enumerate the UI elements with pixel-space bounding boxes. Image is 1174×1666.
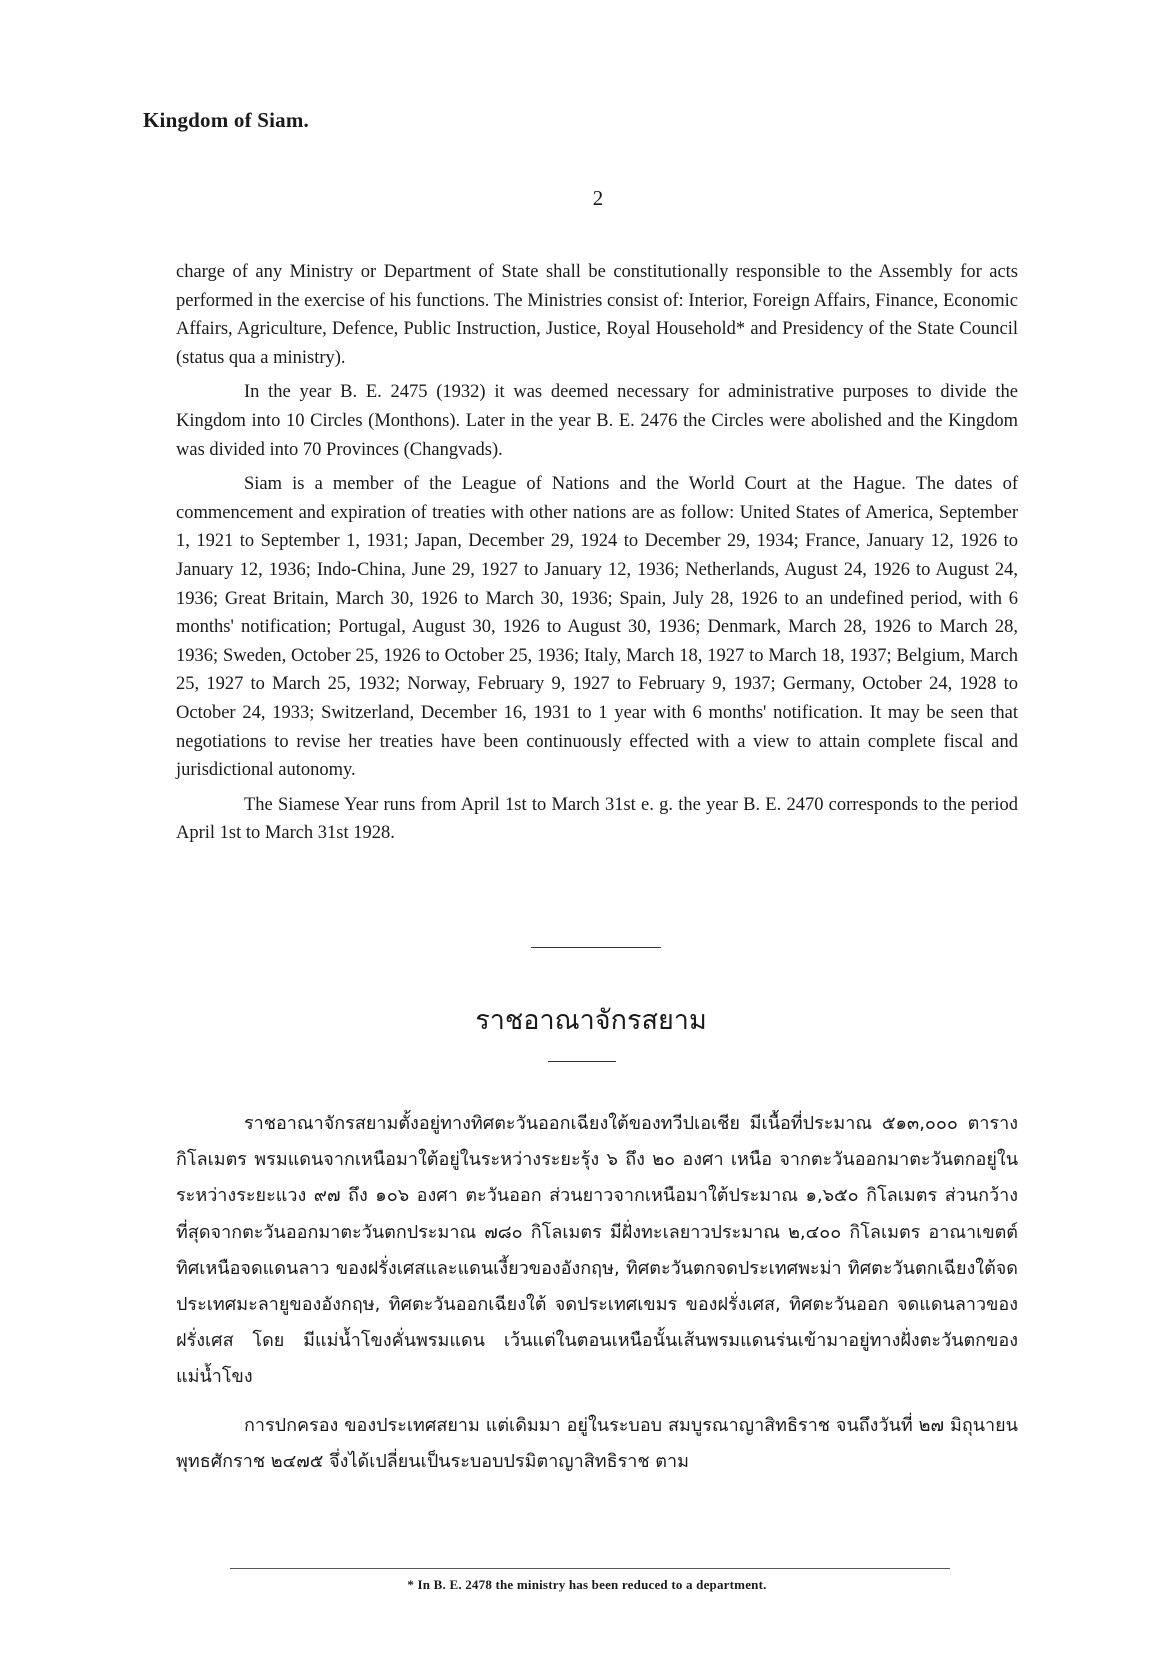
english-paragraph: charge of any Ministry or Department of State shall be constitutionally responsible to the Assembly for acts performed in the exercise of his functions. The Ministries consist of: Interior, Foreign Affairs, Finance, Economic Affairs, Agriculture, Defence, Public Instruction, Justice, Royal Household* and Presidency of the State Council (status qua a ministry). [176, 262, 1018, 368]
page-number: 2 [592, 186, 604, 210]
footnote: * In B. E. 2478 the ministry has been reduced to a department. [407, 1577, 767, 1592]
running-header: Kingdom of Siam. [143, 108, 309, 132]
thai-section-title: ราชอาณาจักรสยาม [475, 1005, 707, 1036]
english-paragraph: In the year B. E. 2475 (1932) it was deemed necessary for administrative purposes to divide the Kingdom into 10 Circles (Monthons). Later in the year B. E. 2476 the Circles were abolished and the Kingdom was divided into 70 Provinces (Changvads). [176, 382, 1018, 460]
title-underline [548, 1061, 616, 1062]
english-paragraph: The Siamese Year runs from April 1st to March 31st e. g. the year B. E. 2470 corresponds to the period April 1st to March 31st 1928. [176, 794, 1018, 844]
footnote-divider [230, 1568, 950, 1569]
english-body [176, 258, 1018, 854]
english-paragraph: Siam is a member of the League of Nations and the World Court at the Hague. The dates of commencement and expiration of treaties with other nations are as follow: United States of America, September 1, 1921 to September 1, 1931; Japan, December 29, 1924 to December 29, 1934; France, January 12, 1926 to January 12, 1936; Indo-China, June 29, 1927 to January 12, 1936; Netherlands, August 24, 1926 to August 24, 1936; Great Britain, March 30, 1926 to March 30, 1936; Spain, July 28, 1926 to an undefined period, with 6 months' notification; Portugal, August 30, 1926 to August 30, 1936; Denmark, March 28, 1926 to March 28, 1936; Sweden, October 25, 1926 to October 25, 1936; Italy, March 18, 1927 to March 18, 1937; Belgium, March 25, 1927 to March 25, 1932; Norway, February 9, 1927 to February 9, 1937; Germany, October 24, 1928 to October 24, 1933; Switzerland, December 16, 1931 to 1 year with 6 months' notification. It may be seen that negotiations to revise her treaties have been continuously effected with a view to attain complete fiscal and jurisdictional autonomy. [176, 474, 1018, 781]
thai-paragraph: ราชอาณาจักรสยามตั้งอยู่ทางทิศตะวันออกเฉียงใต้ของทวีปเอเชีย มีเนื้อที่ประมาณ ๕๑๓,๐๐๐ ตารางกิโลเมตร พรมแดนจากเหนือมาใต้อยู่ในระหว่างระยะรุ้ง ๖ ถึง ๒๐ องศา เหนือ จากตะวันออกมาตะวันตกอยู่ในระหว่างระยะแวง ๙๗ ถึง ๑๐๖ องศา ตะวันออก ส่วนยาวจากเหนือมาใต้ประมาณ ๑,๖๕๐ กิโลเมตร ส่วนกว้างที่สุดจากตะวันออกมาตะวันตกประมาณ ๗๘๐ กิโลเมตร มีฝั่งทะเลยาวประมาณ ๒,๔๐๐ กิโลเมตร อาณาเขตต์ ทิศเหนือจดแดนลาว ของฝรั่งเศสและแดนเงี้ยวของอังกฤษ, ทิศตะวันตกจดประเทศพะม่า ทิศตะวันตกเฉียงใต้จดประเทศมะลายูของอังกฤษ, ทิศตะวันออกเฉียงใต้ จดประเทศเขมร ของฝรั่งเศส, ทิศตะวันออก จดแดนลาวของฝรั่งเศส โดย มีแม่น้ำโขงคั่นพรมแดน เว้นแต่ในตอนเหนือนั้นเส้นพรมแดนร่นเข้ามาอยู่ทางฝั่งตะวันตกของแม่น้ำโขง [176, 1113, 1018, 1388]
thai-paragraph: การปกครอง ของประเทศสยาม แต่เดิมมา อยู่ในระบอบ สมบูรณาญาสิทธิราช จนถึงวันที่ ๒๗ มิถุนายน พุทธศักราช ๒๔๗๕ จึ่งได้เปลี่ยนเป็นระบอบปรมิตาญาสิทธิราช ตาม [176, 1414, 1018, 1472]
thai-body [176, 1106, 1018, 1492]
section-divider [531, 947, 661, 948]
